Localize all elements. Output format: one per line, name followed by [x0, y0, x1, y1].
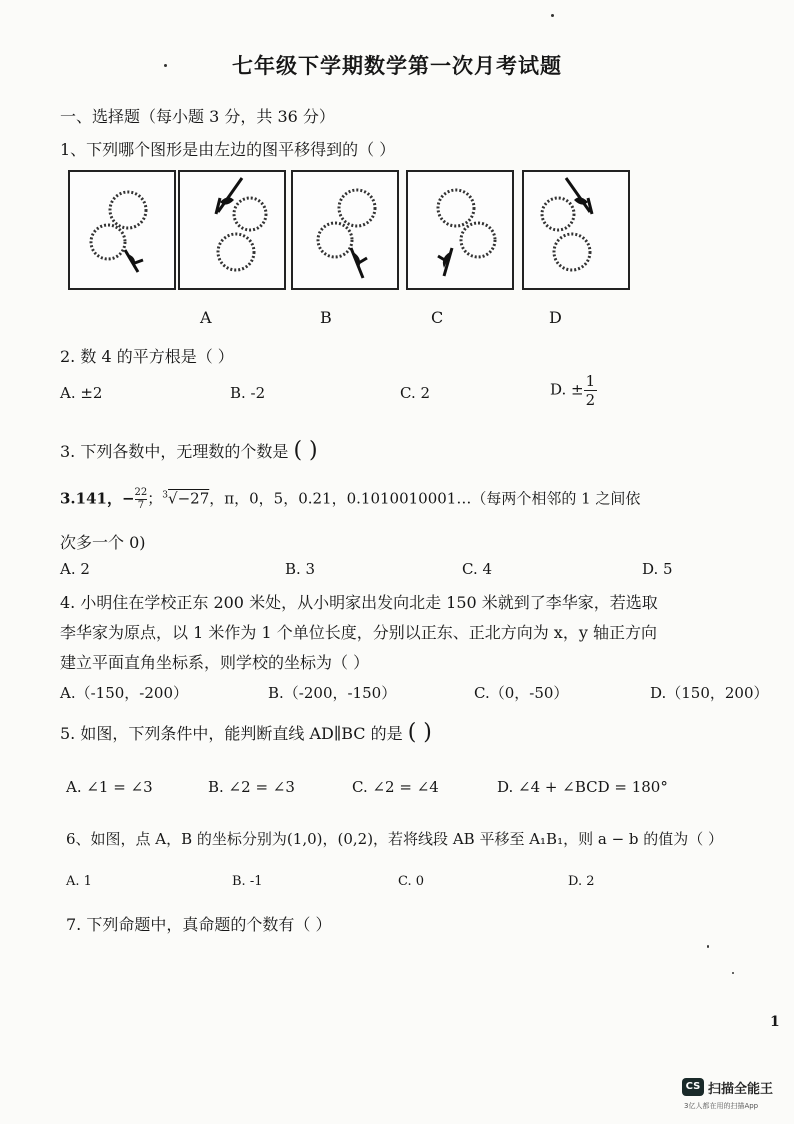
cuberoot-index: 3	[162, 490, 169, 501]
fraction-denominator: 2	[585, 391, 596, 409]
question-3-stem: 3. 下列各数中，无理数的个数是	[60, 442, 289, 461]
fraction-numerator: 22	[134, 487, 148, 498]
question-2-text: 2. 数 4 的平方根是（ ）	[60, 347, 234, 366]
question-7-text: 7. 下列命题中，真命题的个数有（ ）	[66, 915, 332, 934]
q6-option-c: C. 0	[398, 874, 425, 889]
question-3-line-2: 次多一个 0)	[60, 533, 146, 552]
page-title: 七年级下学期数学第一次月考试题	[232, 53, 562, 78]
q4-option-c: C.（0，-50）	[474, 684, 569, 702]
q2-option-d	[550, 372, 597, 409]
q2-option-d-prefix: D. ±	[550, 380, 584, 399]
numbers-part-b: ，π，0，5，0.21，0.1010010001…（每两个相邻的 1 之间依	[209, 489, 641, 508]
scan-speck	[164, 64, 167, 67]
figure-label-b: B	[320, 308, 332, 327]
scan-speck	[707, 945, 709, 948]
scan-speck	[551, 14, 554, 17]
q5-option-d: D. ∠4 + ∠BCD = 180°	[497, 778, 668, 796]
q4-option-a: A.（-150，-200）	[60, 684, 188, 702]
figure-label-d: D	[549, 308, 562, 327]
question-4-line-1: 4. 小明住在学校正东 200 米处，从小明家出发向北走 150 米就到了李华家，若选取	[60, 593, 658, 612]
question-1-text: 1、下列哪个图形是由左边的图平移得到的（ ）	[60, 140, 396, 159]
cuberoot-radical: √−27	[168, 489, 210, 508]
scanner-tagline: 3亿人都在用的扫描App	[684, 1102, 759, 1110]
q6-option-d: D. 2	[568, 874, 595, 889]
figure-option-c	[406, 170, 514, 290]
question-5-text	[60, 720, 432, 745]
question-3-numbers: 3.141，− $\frac{22}{7}$ ；$^3$√−27，π，0，5，0.21，0.1010010001…（每两个相邻的 1 之间依	[60, 487, 641, 511]
q3-option-c: C. 4	[462, 560, 493, 578]
q3-option-a: A. 2	[60, 560, 90, 578]
q2-option-d-fraction	[584, 372, 598, 409]
scanner-logo-icon: CS	[682, 1078, 704, 1096]
figure-option-a	[178, 170, 286, 290]
fraction-numerator: 1	[585, 372, 596, 390]
q5-option-a: A. ∠1 = ∠3	[66, 778, 153, 796]
question-5-stem: 5. 如图，下列条件中，能判断直线 AD∥BC 的是	[60, 724, 403, 743]
q3-option-d: D. 5	[642, 560, 673, 578]
scanner-app-name: 扫描全能王	[708, 1082, 774, 1097]
question-6-text: 6、如图，点 A，B 的坐标分别为(1,0)，(0,2)，若将线段 AB 平移至 A₁B₁，则 a − b 的值为（ ）	[66, 830, 724, 848]
q2-option-c: C. 2	[400, 384, 431, 402]
figure-original-flower	[68, 170, 176, 290]
answer-paren: ( )	[407, 720, 432, 745]
q3-option-b: B. 3	[285, 560, 316, 578]
fraction-denominator: 7	[137, 500, 145, 511]
q2-option-a: A. ±2	[60, 384, 103, 402]
question-4-line-3: 建立平面直角坐标系，则学校的坐标为（ ）	[60, 653, 370, 672]
question-3-text	[60, 438, 318, 463]
numbers-part-a: 3.141，−	[60, 489, 135, 508]
q4-option-b: B.（-200，-150）	[268, 684, 397, 702]
q6-option-a: A. 1	[66, 874, 92, 889]
q2-option-b: B. -2	[230, 384, 266, 402]
q4-option-d: D.（150，200）	[650, 684, 769, 702]
figure-option-d	[522, 170, 630, 290]
scan-speck	[732, 972, 734, 974]
answer-paren: ( )	[293, 438, 318, 463]
q5-option-b: B. ∠2 = ∠3	[208, 778, 295, 796]
question-4-line-2: 李华家为原点，以 1 米作为 1 个单位长度，分别以正东、正北方向为 x，y 轴正方向	[60, 623, 657, 642]
figure-label-c: C	[431, 308, 444, 327]
section-header: 一、选择题（每小题 3 分，共 36 分）	[60, 107, 335, 126]
page-number: 1	[770, 1014, 780, 1030]
q6-option-b: B. -1	[232, 874, 263, 889]
q5-option-c: C. ∠2 = ∠4	[352, 778, 439, 796]
figure-label-a: A	[200, 308, 212, 327]
fraction-22-7	[135, 487, 148, 512]
figure-option-b	[291, 170, 399, 290]
